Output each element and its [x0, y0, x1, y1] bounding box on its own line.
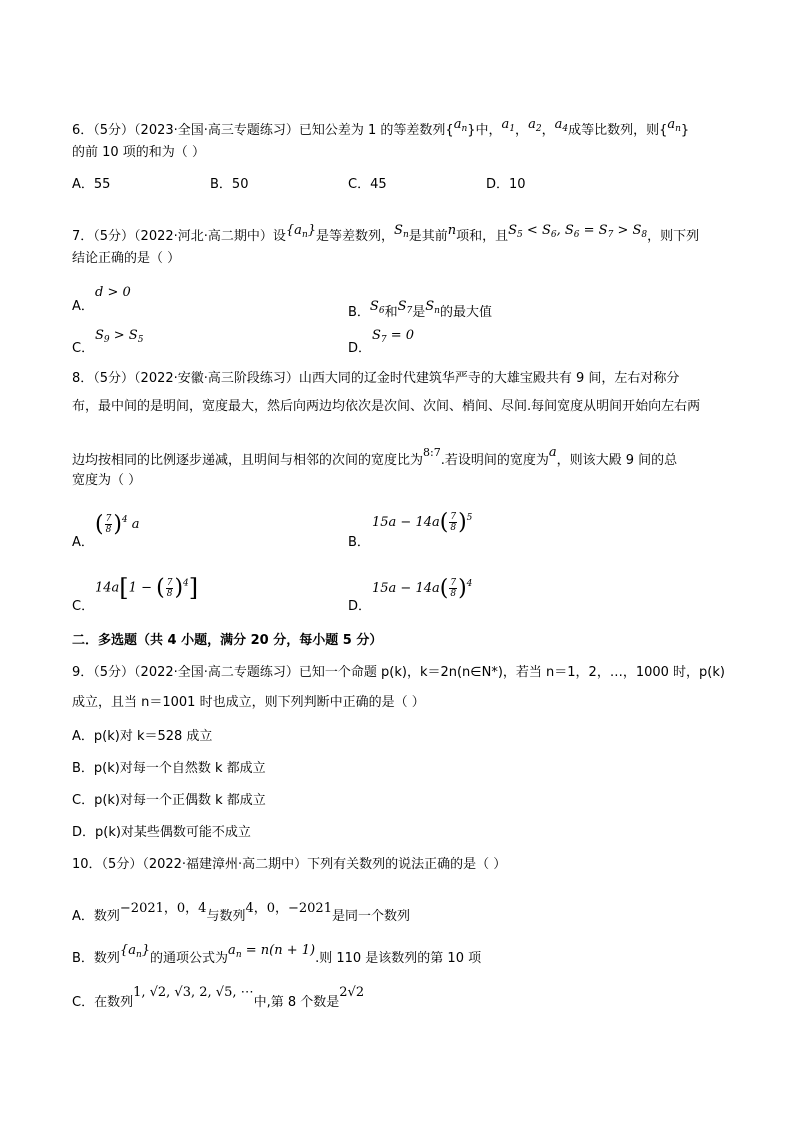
q7-math-condition: $S_5 < S_6$, $S_6 = S_7 > S_8$ [508, 223, 648, 240]
q6-text-d: ， [541, 123, 555, 138]
q7-option-b-text2: 是 [412, 305, 426, 320]
q8-line1: 8．（5分）（2022·安徽·高三阶段练习）山西大同的辽金时代建筑华严寺的大雄宝殿共有 9 间，左右对称分 [72, 371, 680, 386]
q7-option-b-text3: 的最大值 [439, 305, 492, 320]
q7-text-c: 是其前 [408, 229, 448, 244]
q8-option-d-label: D． [348, 599, 372, 614]
q8-line3 [72, 444, 677, 470]
q6-option-b: B．50 [210, 177, 249, 192]
q6-text-a: 6．（5分）（2023·全国·高三专题练习）已知公差为 1 的等差数列{ [72, 123, 454, 138]
q8-math-a: a [548, 445, 557, 460]
q8-option-c-math: 14a[1 − ( $\frac{7}{8}$ )$^4$] [95, 574, 199, 602]
q7-option-c-label: C． [72, 341, 95, 356]
q7-option-d-label: D． [348, 341, 372, 356]
q6-text-c: ， [515, 123, 529, 138]
q7-option-b-label: B． [348, 305, 370, 320]
q6-math-a2: $a_2$ [528, 117, 542, 134]
q7-math-n: n [447, 223, 457, 238]
q10-option-b-text2: 的通项公式为 [150, 951, 229, 966]
q8-text-c: ，则该大殿 9 间的总 [556, 453, 678, 468]
q8-text-a: 边均按相同的比例逐步递减，且明间与相邻的次间的宽度比为 [72, 453, 424, 468]
q7-math-an: $\{a_n\}$ [285, 223, 317, 240]
q8-option-b-label: B． [348, 535, 370, 550]
q6-math-an2: $a_n$ [667, 117, 681, 134]
q7-math-s7: $S_7$ [397, 299, 413, 316]
q7-option-c-math: $S_9 > S_5$ [95, 328, 144, 345]
q8-option-a-math: ( $\frac{7}{8}$ )$^4$ a [95, 512, 140, 537]
q6-option-d: D．10 [486, 177, 526, 192]
q6-math-an: $a_n$ [453, 117, 468, 134]
q6-line2: 的前 10 项的和为（ ） [72, 145, 205, 160]
q8-option-b-math: 15a − 14a( $\frac{7}{8}$ )$^5$ [372, 510, 473, 535]
q8-math-ratio: 8:7 [423, 446, 441, 459]
q10-option-a [72, 900, 410, 926]
q10-math-formula: $a_n = n(n + 1)$ [228, 943, 316, 960]
q10-math-seq3: 1, √2, √3, 2, √5, ⋯ [133, 985, 254, 1000]
q7-line2: 结论正确的是（ ） [72, 251, 181, 266]
q6-math-a4: $a_4$ [554, 117, 569, 134]
q6-text-e: 成等比数列，则{ [568, 123, 668, 138]
q6-option-c: C．45 [348, 177, 387, 192]
q10-option-c-text2: 中,第 8 个数是 [253, 995, 340, 1010]
q10-option-b [72, 942, 481, 968]
q7-text-b: 是等差数列， [316, 229, 395, 244]
q10-option-c [72, 984, 364, 1012]
q8-line4: 宽度为（ ） [72, 473, 142, 488]
q7-math-sn2: $S_n$ [425, 299, 440, 316]
q6-text-f: } [680, 123, 690, 138]
q10-math-seq1: −2021，0，4 [119, 901, 207, 916]
q8-option-a-label: A． [72, 535, 94, 550]
q9-option-b: B．p(k)对每一个自然数 k 都成立 [72, 761, 266, 776]
q7-math-s6: $S_6$ [369, 299, 385, 316]
q7-option-b [348, 298, 492, 322]
q6-math-a1: $a_1$ [501, 117, 516, 134]
q7-text-a: 7．（5分）（2022·河北·高二期中）设 [72, 229, 286, 244]
q8-text-b: .若设明间的宽度为 [440, 453, 549, 468]
section-heading-multi-choice: 二．多选题（共 4 小题，满分 20 分，每小题 5 分） [72, 633, 383, 648]
q7-option-a-label: A． [72, 299, 94, 314]
q6-line1 [72, 116, 689, 140]
q8-option-d-math: 15a − 14a( $\frac{7}{8}$ )$^4$ [372, 576, 473, 601]
q9-option-c: C．p(k)对每一个正偶数 k 都成立 [72, 793, 266, 808]
q6-text-b: }中， [467, 123, 502, 138]
q7-option-a-math: d > 0 [95, 285, 131, 300]
q7-option-b-text1: 和 [384, 305, 398, 320]
q10-option-b-text1: B．数列 [72, 951, 120, 966]
q8-line2: 布，最中间的是明间，宽度最大，然后向两边均依次是次间、次间、梢间、尽间.每间宽度从明间开始向左右两 [72, 399, 701, 414]
q7-text-d: 项和，且 [456, 229, 509, 244]
q6-option-a: A．55 [72, 177, 111, 192]
q9-line1: 9．（5分）（2022·全国·高二专题练习）已知一个命题 p(k)，k＝2n(n∈N*)，若当 n＝1，2，…，1000 时，p(k) [72, 665, 725, 680]
q10-option-a-text2: 与数列 [206, 909, 246, 924]
q10-option-a-text1: A．数列 [72, 909, 120, 924]
q10-option-b-text3: .则 110 是该数列的第 10 项 [315, 951, 482, 966]
q9-line2: 成立，且当 n＝1001 时也成立，则下列判断中正确的是（ ） [72, 695, 425, 710]
q9-option-d: D．p(k)对某些偶数可能不成立 [72, 825, 251, 840]
q10-option-a-text3: 是同一个数列 [331, 909, 410, 924]
q10-option-c-text1: C．在数列 [72, 995, 134, 1010]
q7-text-e: ，则下列 [647, 229, 700, 244]
q7-line1 [72, 222, 699, 246]
q9-option-a: A．p(k)对 k＝528 成立 [72, 729, 213, 744]
q7-option-d-math: $S_7 = 0$ [372, 328, 415, 345]
q7-math-sn: $S_n$ [394, 223, 409, 240]
q8-option-c-label: C． [72, 599, 95, 614]
q10-math-answer: 2√2 [339, 985, 365, 1000]
q10-line1: 10．（5分）（2022·福建漳州·高二期中）下列有关数列的说法正确的是（ ） [72, 857, 507, 872]
q10-math-seq2: 4，0，−2021 [245, 901, 332, 916]
q10-math-an: $\{a_n\}$ [119, 943, 151, 960]
